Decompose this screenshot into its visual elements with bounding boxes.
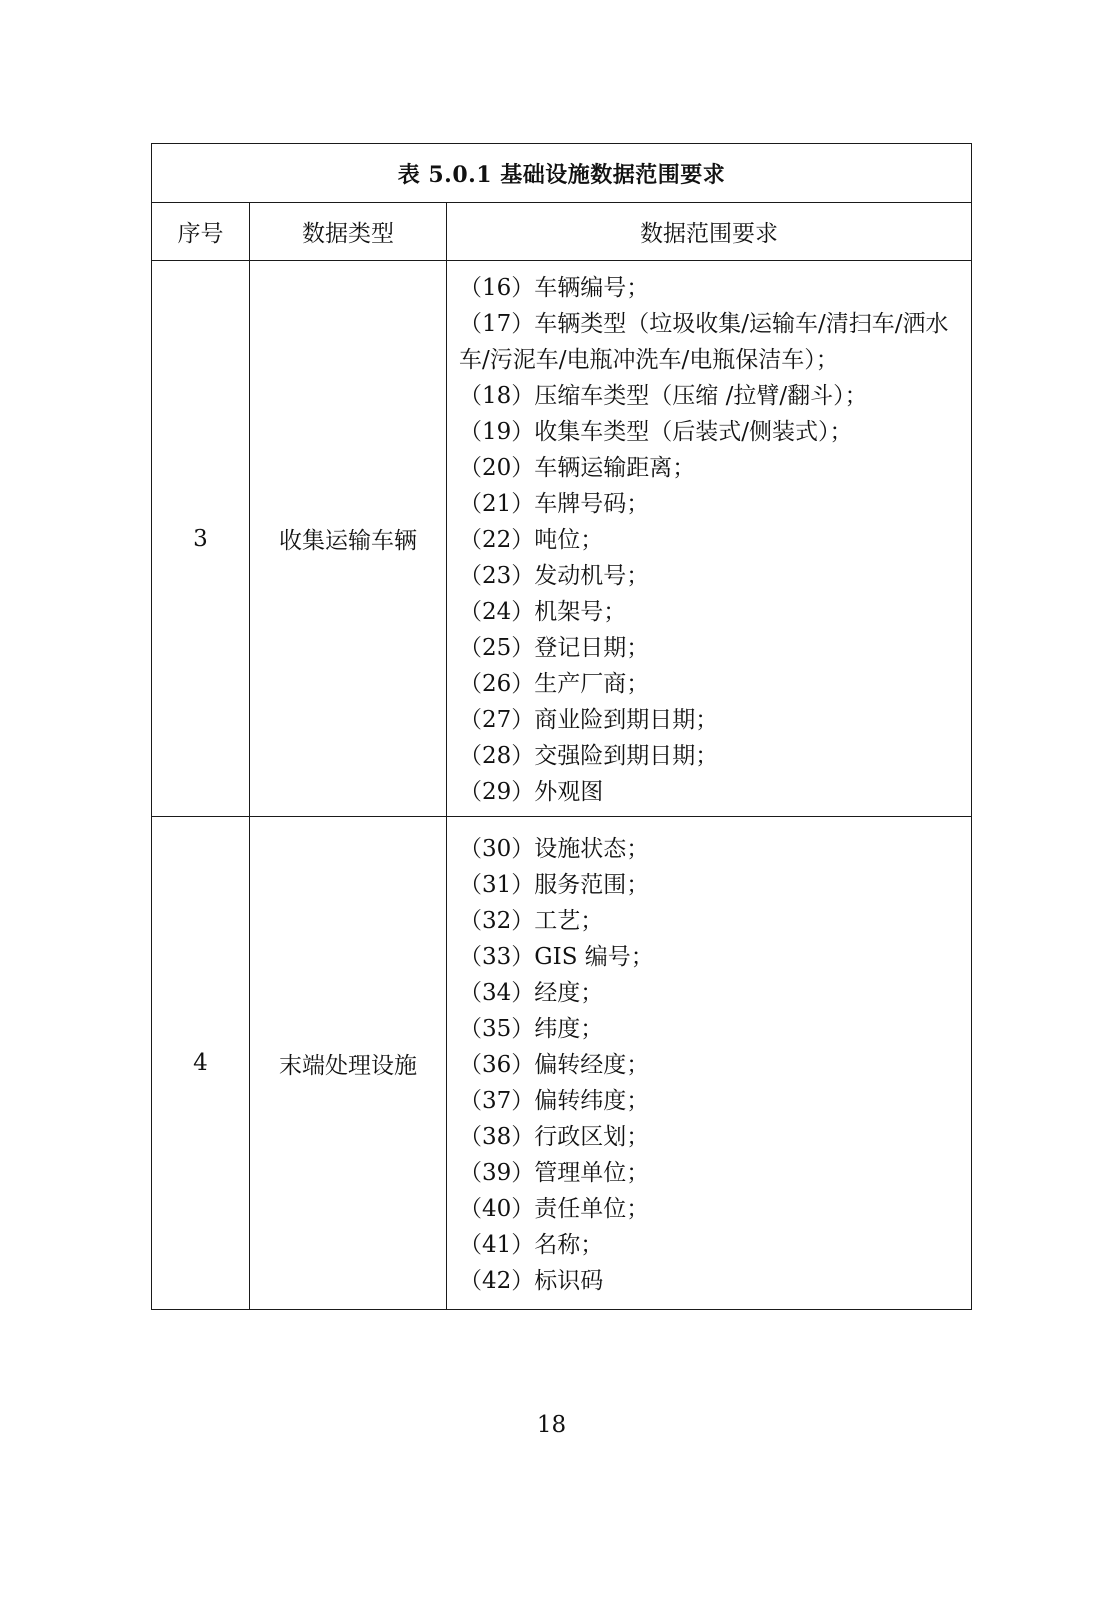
list-item: （28）交强险到期日期； [459,743,719,769]
header-data-type: 数据类型 [250,203,447,261]
list-item: （25）登记日期； [459,635,650,661]
row-data-type: 末端处理设施 [250,817,447,1310]
list-item: （18）压缩车类型（压缩 /拉臂/翻斗）； [459,383,868,409]
list-item: （16）车辆编号； [459,275,650,301]
list-item: （26）生产厂商； [459,671,650,697]
list-item: （41）名称； [459,1232,604,1258]
row-serial-number: 4 [152,817,250,1310]
row-requirements [447,817,972,1310]
row-serial-number: 3 [152,261,250,817]
table-caption: 表 5.0.1 基础设施数据范围要求 [152,144,972,203]
list-item: （35）纬度； [459,1016,604,1042]
page-number: 18 [536,1412,567,1438]
list-item: （20）车辆运输距离； [459,455,696,481]
list-item: （37）偏转纬度； [459,1088,650,1114]
list-item: （19）收集车类型（后装式/侧装式）； [459,419,853,445]
list-item: （40）责任单位； [459,1196,650,1222]
table-row [152,817,972,1310]
list-item: （38）行政区划； [459,1124,650,1150]
list-item: （22）吨位； [459,527,604,553]
list-item: （39）管理单位； [459,1160,650,1186]
table-row [152,261,972,817]
list-item: （42）标识码 [459,1268,604,1294]
row-data-type: 收集运输车辆 [250,261,447,817]
list-item: （24）机架号； [459,599,627,625]
row-requirements [447,261,972,817]
header-data-range: 数据范围要求 [447,203,972,261]
list-item: （34）经度； [459,980,604,1006]
list-item: （31）服务范围； [459,872,650,898]
list-item: （17）车辆类型（垃圾收集/运输车/清扫车/洒水车/污泥车/电瓶冲洗车/电瓶保洁车）； [459,311,949,373]
list-item: （30）设施状态； [459,836,650,862]
list-item: （36）偏转经度； [459,1052,650,1078]
data-range-table [151,143,972,1310]
list-item: （33）GIS 编号； [459,944,654,970]
list-item: （21）车牌号码； [459,491,650,517]
list-item: （27）商业险到期日期； [459,707,719,733]
list-item: （32）工艺； [459,908,604,934]
list-item: （23）发动机号； [459,563,650,589]
list-item: （29）外观图 [459,779,604,805]
header-serial-number: 序号 [152,203,250,261]
